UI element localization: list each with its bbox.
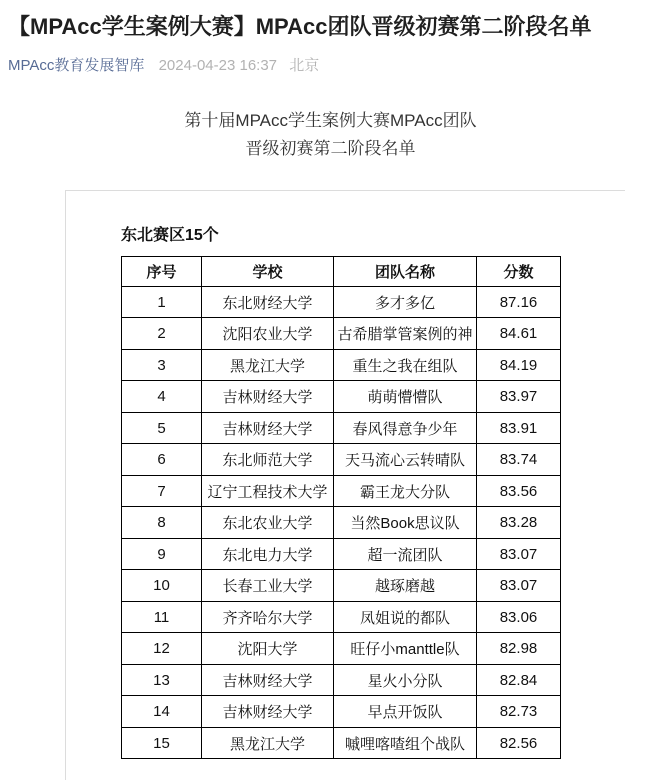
cell-school: 沈阳大学	[202, 633, 334, 665]
cell-score: 84.19	[477, 349, 561, 381]
col-header-school: 学校	[202, 256, 334, 286]
cell-score: 83.74	[477, 444, 561, 476]
table-row	[122, 318, 561, 350]
cell-index: 3	[122, 349, 202, 381]
cell-team: 凤姐说的都队	[334, 601, 477, 633]
cell-school: 长春工业大学	[202, 570, 334, 602]
cell-school: 黑龙江大学	[202, 727, 334, 759]
cell-team: 重生之我在组队	[334, 349, 477, 381]
cell-score: 83.07	[477, 538, 561, 570]
table-row	[122, 664, 561, 696]
table-row	[122, 538, 561, 570]
byline	[0, 43, 661, 75]
section-label-northeast: 东北赛区15个	[121, 226, 219, 244]
table-row	[122, 381, 561, 413]
publish-location: 北京	[289, 56, 320, 74]
article-title: 【MPAcc学生案例大赛】MPAcc团队晋级初赛第二阶段名单	[8, 14, 592, 39]
cell-index: 8	[122, 507, 202, 539]
table-row	[122, 412, 561, 444]
cell-index: 13	[122, 664, 202, 696]
author-link[interactable]: MPAcc教育发展智库	[8, 56, 145, 74]
cell-score: 83.06	[477, 601, 561, 633]
table-row	[122, 286, 561, 318]
cell-index: 12	[122, 633, 202, 665]
cell-school: 吉林财经大学	[202, 664, 334, 696]
cell-school: 辽宁工程技术大学	[202, 475, 334, 507]
table-row	[122, 349, 561, 381]
cell-score: 82.84	[477, 664, 561, 696]
table-row	[122, 475, 561, 507]
table-row	[122, 601, 561, 633]
cell-team: 当然Book思议队	[334, 507, 477, 539]
cell-team: 古希腊掌管案例的神	[334, 318, 477, 350]
cell-team: 越琢磨越	[334, 570, 477, 602]
cell-team: 嘁哩喀喳组个战队	[334, 727, 477, 759]
cell-index: 10	[122, 570, 202, 602]
cell-index: 15	[122, 727, 202, 759]
cell-team: 星火小分队	[334, 664, 477, 696]
cell-team: 霸王龙大分队	[334, 475, 477, 507]
region-panel	[65, 190, 625, 780]
cell-school: 黑龙江大学	[202, 349, 334, 381]
cell-team: 超一流团队	[334, 538, 477, 570]
cell-school: 吉林财经大学	[202, 412, 334, 444]
cell-school: 东北电力大学	[202, 538, 334, 570]
cell-school: 齐齐哈尔大学	[202, 601, 334, 633]
publish-time: 2024-04-23 16:37	[158, 56, 278, 74]
table-row	[122, 507, 561, 539]
table-row	[122, 696, 561, 728]
cell-score: 82.56	[477, 727, 561, 759]
cell-team: 早点开饭队	[334, 696, 477, 728]
cell-index: 9	[122, 538, 202, 570]
cell-school: 东北师范大学	[202, 444, 334, 476]
cell-score: 83.28	[477, 507, 561, 539]
cell-school: 东北财经大学	[202, 286, 334, 318]
cell-team: 旺仔小manttle队	[334, 633, 477, 665]
cell-school: 沈阳农业大学	[202, 318, 334, 350]
table-row	[122, 633, 561, 665]
cell-index: 1	[122, 286, 202, 318]
cell-index: 4	[122, 381, 202, 413]
cell-index: 7	[122, 475, 202, 507]
body-heading-line2: 晋级初赛第二阶段名单	[245, 138, 416, 158]
table-row	[122, 570, 561, 602]
cell-score: 82.98	[477, 633, 561, 665]
cell-score: 82.73	[477, 696, 561, 728]
cell-index: 11	[122, 601, 202, 633]
body-heading-line1: 第十届MPAcc学生案例大赛MPAcc团队	[184, 110, 477, 130]
cell-score: 84.61	[477, 318, 561, 350]
cell-team: 多才多亿	[334, 286, 477, 318]
score-table	[121, 256, 561, 760]
cell-index: 6	[122, 444, 202, 476]
col-header-score: 分数	[477, 256, 561, 286]
cell-score: 83.91	[477, 412, 561, 444]
cell-team: 春风得意争少年	[334, 412, 477, 444]
cell-team: 天马流心云转晴队	[334, 444, 477, 476]
cell-school: 吉林财经大学	[202, 696, 334, 728]
table-header-row	[122, 256, 561, 286]
cell-index: 5	[122, 412, 202, 444]
col-header-index: 序号	[122, 256, 202, 286]
col-header-team: 团队名称	[334, 256, 477, 286]
cell-index: 2	[122, 318, 202, 350]
cell-score: 83.07	[477, 570, 561, 602]
cell-score: 83.97	[477, 381, 561, 413]
table-body	[122, 286, 561, 759]
table-row	[122, 444, 561, 476]
cell-score: 83.56	[477, 475, 561, 507]
cell-score: 87.16	[477, 286, 561, 318]
cell-team: 萌萌懵懵队	[334, 381, 477, 413]
table-row	[122, 727, 561, 759]
body-heading	[0, 107, 661, 163]
cell-index: 14	[122, 696, 202, 728]
cell-school: 吉林财经大学	[202, 381, 334, 413]
cell-school: 东北农业大学	[202, 507, 334, 539]
